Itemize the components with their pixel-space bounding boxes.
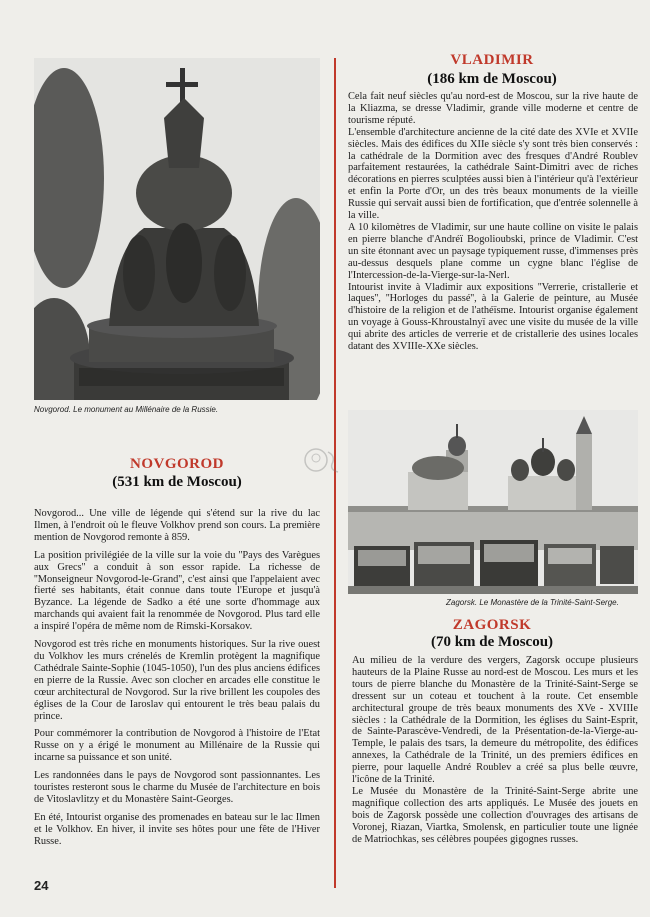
- zagorsk-monastery-photo: [348, 410, 638, 594]
- novgorod-distance: (531 km de Moscou): [112, 474, 242, 490]
- zagorsk-paragraph: Le Musée du Monastère de la Trinité-Saint-Serge abrite une magnifique collection des arts appliqués. Le Musée des jouets en bois de Zagorsk possède une collection d'ouvrages des artisans de Voronej, Riazan, Viartka, Smolensk, en particulier toute une lignée de Matriochkas, ses célèbres poupées gigognes russes.: [352, 785, 638, 845]
- novgorod-paragraph: Les randonnées dans le pays de Novgorod sont passionnantes. Les touristes resteront sous le charme du Musée de l'architecture en bois de Vitoslavlitzy et du Monastère Saint-Georges.: [34, 770, 320, 805]
- vladimir-paragraph: Cela fait neuf siècles qu'au nord-est de Moscou, sur la rive haute de la Kliazma, se dresse Vladimir, grande ville moderne et centre de tourisme réputé.: [348, 91, 638, 126]
- novgorod-paragraph: En été, Intourist organise des promenades en bateau sur le lac Ilmen et le Volkhov. En hiver, il invite ses hôtes pour une fête de l'Hiver Russe.: [34, 811, 320, 847]
- zagorsk-photo-caption: Zagorsk. Le Monastère de la Trinité-Saint-Serge.: [446, 598, 619, 607]
- page-number: 24: [34, 878, 49, 893]
- vladimir-text: [348, 91, 638, 353]
- novgorod-paragraph: Novgorod... Une ville de légende qui s'étend sur la rive du lac Ilmen, à l'endroit où le fleuve Volkhov prend son cours. La première mention de Novgorod remonte à 859.: [34, 508, 320, 543]
- novgorod-paragraph: Novgorod est très riche en monuments historiques. Sur la rive ouest du Volkhov les murs crénelés de Kremlin protègent la magnifique Cathédrale Sainte-Sophie (1045-1050), l'un des plus anciens édifices en pierre de la Russie. Avec son clocher en arcades elle constitue le cœur architectural de Novgorod. Sur la rive brillent les coupoles des églises de la Cour de Iaroslav qui entourent le très beau palais du prince.: [34, 639, 320, 722]
- vladimir-distance: (186 km de Moscou): [427, 71, 557, 87]
- zagorsk-distance: (70 km de Moscou): [430, 634, 554, 650]
- vladimir-paragraph: Intourist invite à Vladimir aux expositions ''Verrerie, cristallerie et laques'', ''Horloges du passé'', à la Galerie de peinture, au Musée d'histoire de la religion et de l'athéïsme. Intourist organise également un voyage à Gouss-Khroustalnyï avec une visite du musée de la ville qui abrite des articles de verrerie et de cristallerie des usines locales datant des XVIIIe-XXe siècles.: [348, 281, 638, 353]
- vladimir-paragraph: L'ensemble d'architecture ancienne de la cité date des XVIe et XVIIe siècles. Mais des édifices du XIIe siècle s'y sont très bien conservés : la cathédrale de la Dormition avec des fresques d'André Roublev parfaitement restaurées, la cathédrale Saint-Dimitri avec de riches décorations en pierres sculptées aussi bien à l'intérieur qu'à l'extérieur et enfin la Porte d'Or, un des très beaux monuments de la vieille Russie qui servait aussi bien de fortification, que d'entrée solennelle à la ville.: [348, 126, 638, 222]
- vladimir-paragraph: A 10 kilomètres de Vladimir, sur une haute colline on visite le palais en pierre blanche d'Andréï Bogolioubski, prince de Vladimir. C'est un site étonnant avec un paysage typiquement russe, d'immenses près au-dessus desquels plane comme un cygne blanc l'église de l'Intercession-de-la-Vierge-sur-la-Nerl.: [348, 221, 638, 281]
- novgorod-text: [34, 508, 320, 854]
- vladimir-title: VLADIMIR: [450, 52, 534, 68]
- novgorod-paragraph: Pour commémorer la contribution de Novgorod à l'histoire de l'Etat Russe on y a érigé le monument au Millénaire de la Russie qui incarne sa puissance et son unité.: [34, 728, 320, 764]
- zagorsk-paragraph: Au milieu de la verdure des vergers, Zagorsk occupe plusieurs hauteurs de la Plaine Russe au nord-est de Moscou. Les murs et les tours de pierre blanche du Monastère de la Trinité-Saint-Serge se dressent sur un coteau et touchent à la route. Cet ensemble architectural groupe de très beaux monuments des XVe - XVIIIe siècles : la Cathédrale de la Dormition, les églises du Saint-Esprit, de Sainte-Parascève-Vendredi, de la Présentation-de-la-Vierge-au-Temple, le palais des tsars, la demeure du métropolite, des édifices annexes, la Cathédrale de la Trinité, un des premiers édifices en pierre, pour laquelle André Roublev a créé sa plus belle œuvre, l'icône de la Trinité.: [352, 655, 638, 786]
- novgorod-title: NOVGOROD: [130, 456, 224, 472]
- zagorsk-title: ZAGORSK: [452, 617, 532, 633]
- zagorsk-text: [352, 655, 638, 846]
- novgorod-photo-caption: Novgorod. Le monument au Millénaire de la Russie.: [34, 405, 219, 414]
- novgorod-paragraph: La position privilégiée de la ville sur la voie du ''Pays des Varègues aux Grecs'' a conduit à son essor rapide. La richesse de ''Monseigneur Novgorod-le-Grand'', c'est ainsi que l'appelaient avec fierté ses habitants, était connue dans toute l'Europe et jusqu'à Byzance. La légende de Sadko a été une sorte d'hommage aux marchands qui avaient fait la renommée de Novgorod. Plus tard elle a inspiré l'opéra de même nom de Rimski-Korsakov.: [34, 549, 320, 633]
- novgorod-monument-photo: [34, 58, 320, 400]
